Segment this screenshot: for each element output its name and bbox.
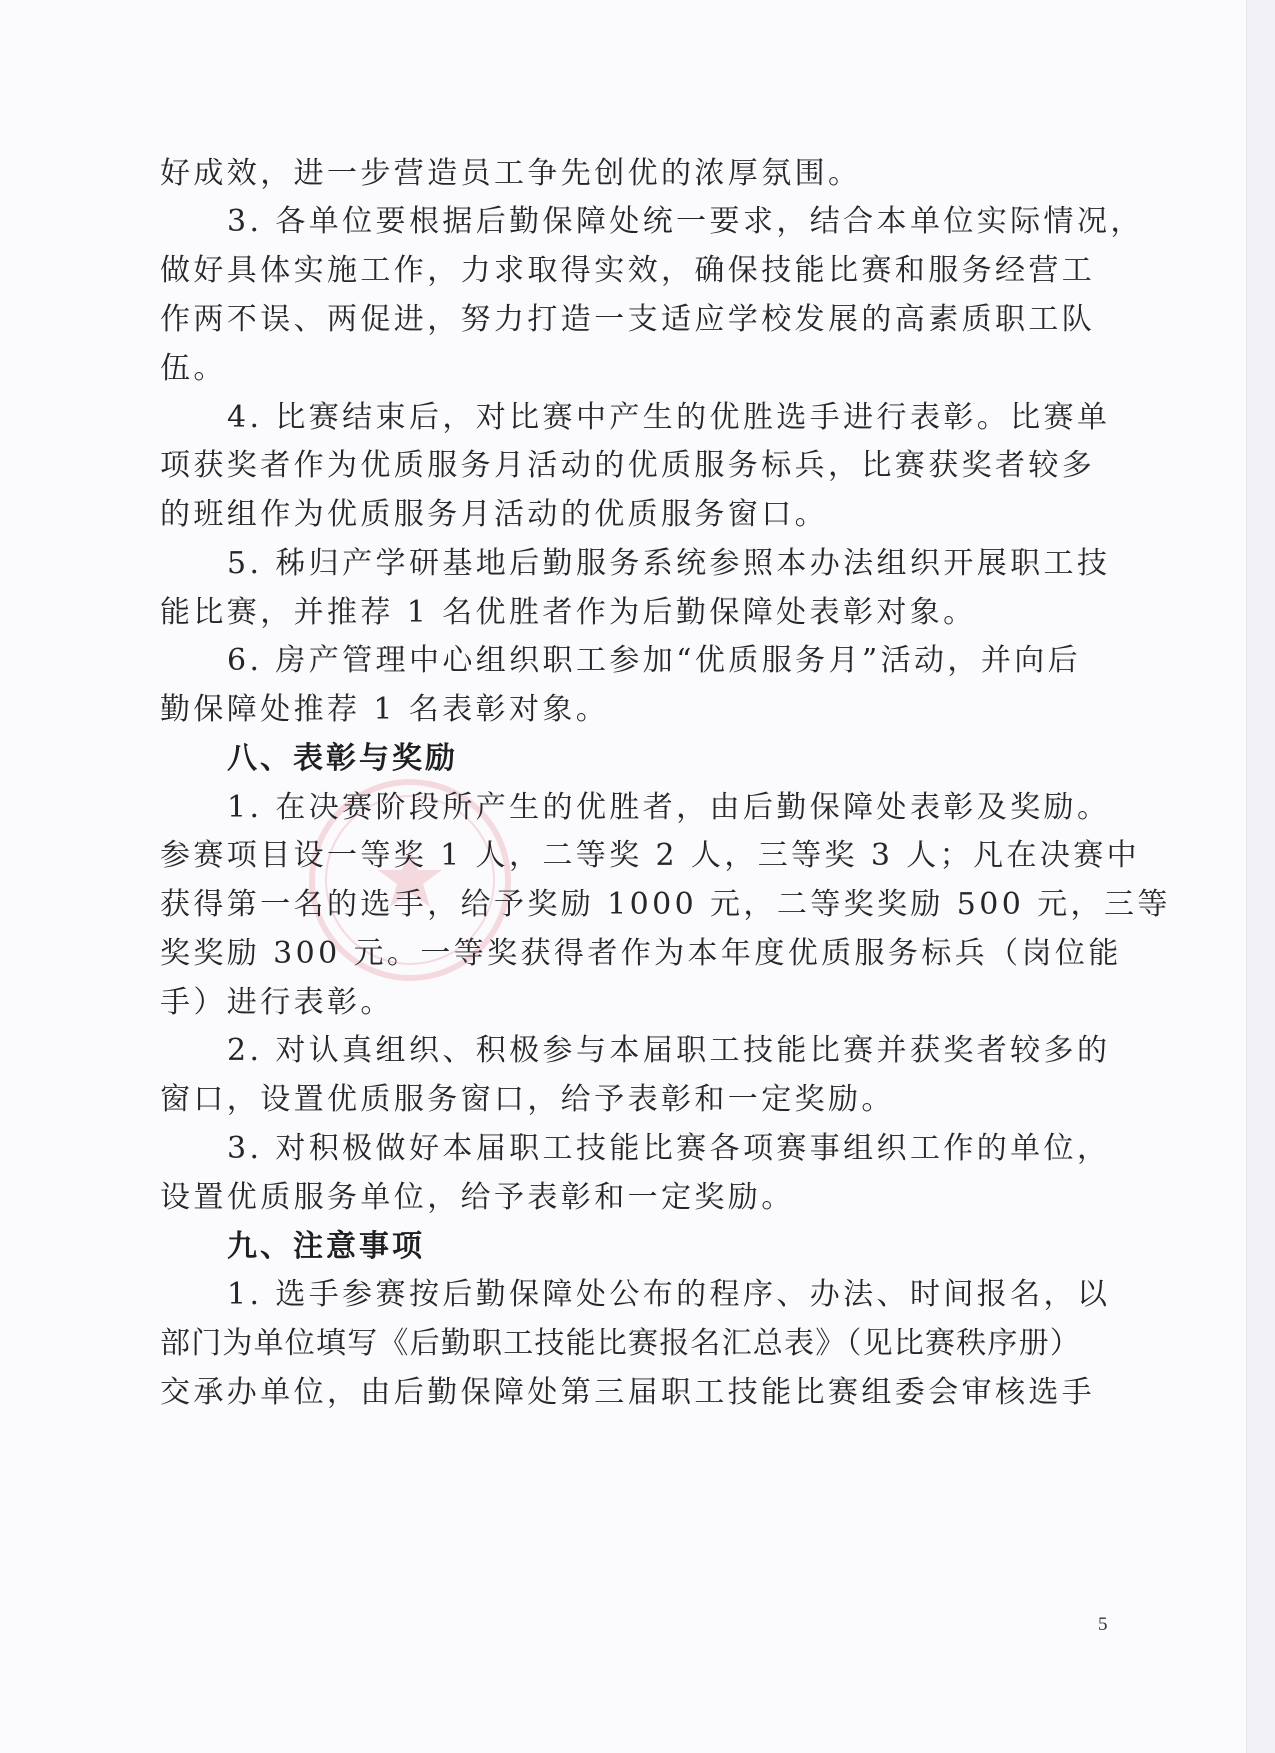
- text-line: 窗口，设置优质服务窗口，给予表彰和一定奖励。: [160, 1082, 895, 1117]
- text-line: 4. 比赛结束后，对比赛中产生的优胜选手进行表彰。比赛单: [227, 400, 1111, 435]
- text-line: 1. 在决赛阶段所产生的优胜者，由后勤保障处表彰及奖励。: [227, 790, 1111, 825]
- text-line: 能比赛，并推荐 1 名优胜者作为后勤保障处表彰对象。: [160, 595, 977, 630]
- text-line: 3. 对积极做好本届职工技能比赛各项赛事组织工作的单位，: [227, 1131, 1111, 1166]
- page-number: 5: [1098, 1614, 1108, 1635]
- text-line: 5. 秭归产学研基地后勤服务系统参照本办法组织开展职工技: [227, 546, 1111, 581]
- text-line: 做好具体实施工作，力求取得实效，确保技能比赛和服务经营工: [160, 253, 1096, 288]
- text-line: 1. 选手参赛按后勤保障处公布的程序、办法、时间报名，以: [227, 1277, 1111, 1312]
- text-line: 好成效，进一步营造员工争先创优的浓厚氛围。: [160, 156, 862, 191]
- text-line: 伍。: [160, 351, 227, 386]
- text-line: 6. 房产管理中心组织职工参加“优质服务月”活动，并向后: [227, 643, 1082, 678]
- text-line: 奖奖励 300 元。一等奖获得者作为本年度优质服务标兵（岗位能: [160, 936, 1122, 971]
- section-heading-awards: 八、表彰与奖励: [227, 741, 458, 776]
- text-line: 参赛项目设一等奖 1 人，二等奖 2 人，三等奖 3 人；凡在决赛中: [160, 838, 1141, 873]
- text-line: 交承办单位，由后勤保障处第三届职工技能比赛组委会审核选手: [160, 1375, 1096, 1410]
- text-line: 部门为单位填写《后勤职工技能比赛报名汇总表》（见比赛秩序册）: [160, 1326, 1081, 1361]
- text-line: 获得第一名的选手，给予奖励 1000 元，二等奖奖励 500 元，三等: [160, 887, 1171, 922]
- text-line: 项获奖者作为优质服务月活动的优质服务标兵，比赛获奖者较多: [160, 448, 1096, 483]
- page-edge-shadow: [1246, 0, 1275, 1753]
- text-line: 设置优质服务单位，给予表彰和一定奖励。: [160, 1180, 795, 1215]
- text-line: 作两不误、两促进，努力打造一支适应学校发展的高素质职工队: [160, 302, 1096, 337]
- text-line: 手）进行表彰。: [160, 985, 394, 1020]
- text-line: 3. 各单位要根据后勤保障处统一要求，结合本单位实际情况，: [227, 204, 1144, 239]
- text-line: 的班组作为优质服务月活动的优质服务窗口。: [160, 497, 828, 532]
- text-line: 2. 对认真组织、积极参与本届职工技能比赛并获奖者较多的: [227, 1033, 1111, 1068]
- text-line: 勤保障处推荐 1 名表彰对象。: [160, 692, 610, 727]
- section-heading-notes: 九、注意事项: [227, 1229, 425, 1264]
